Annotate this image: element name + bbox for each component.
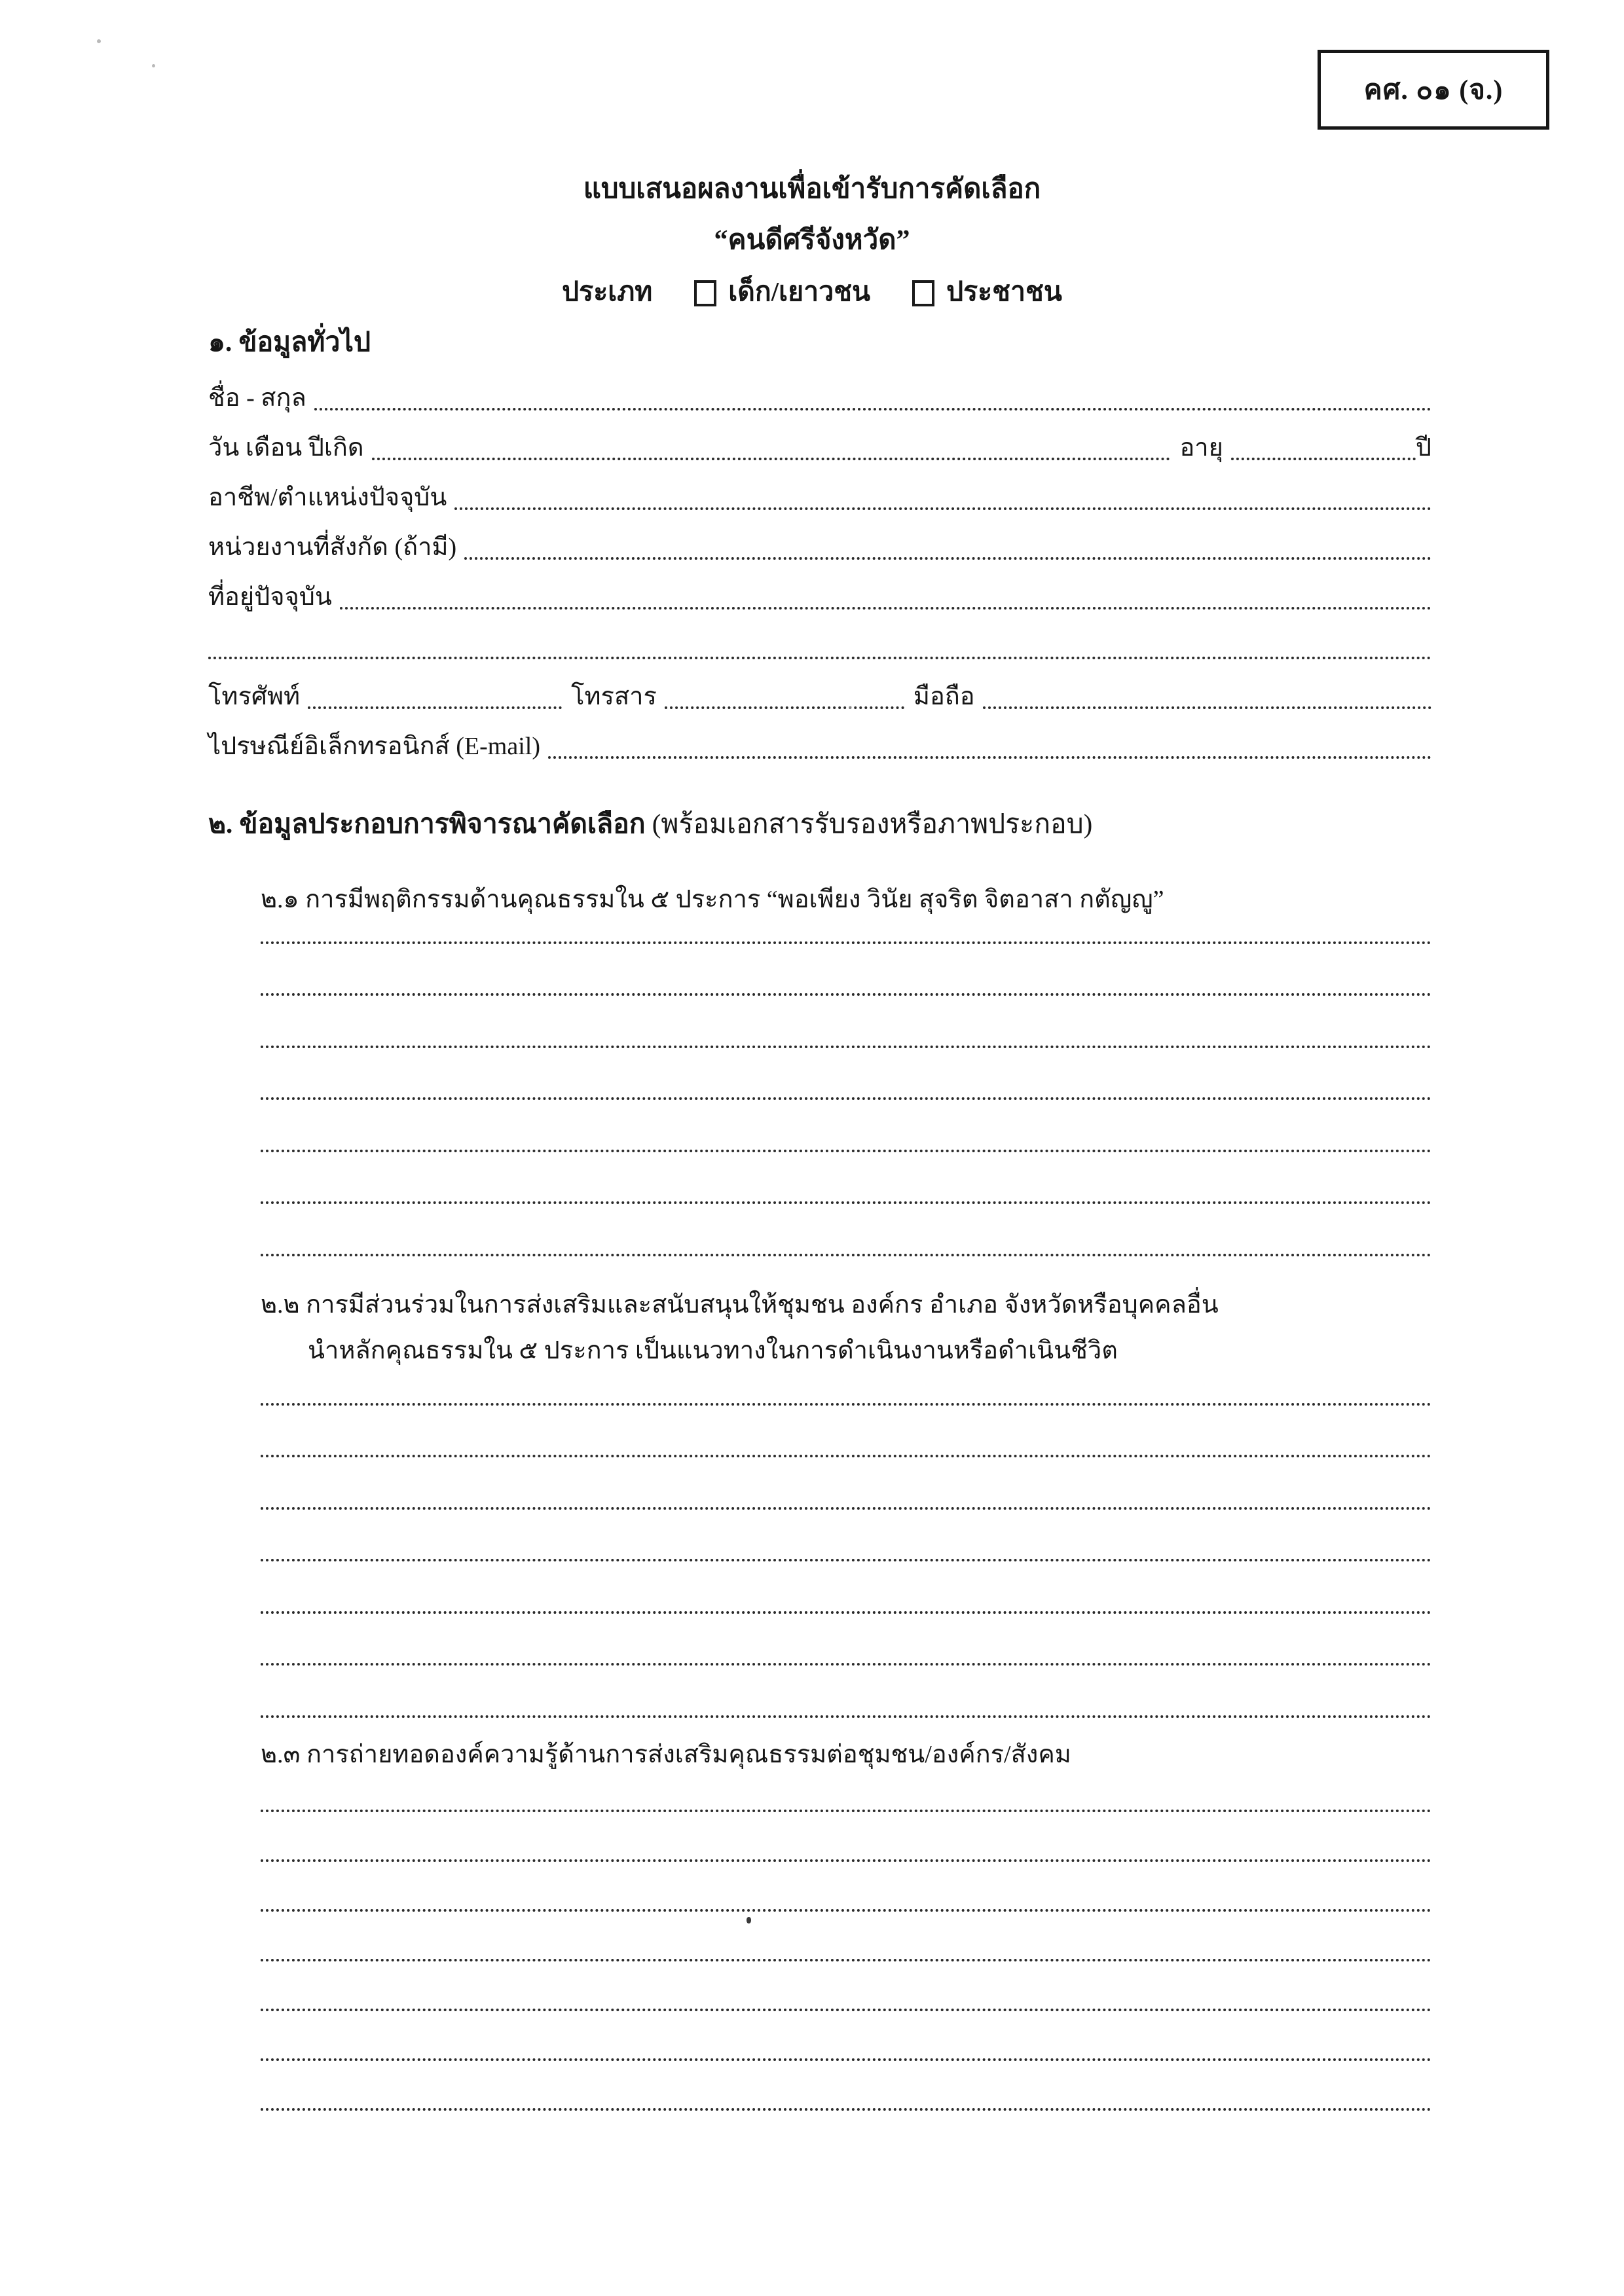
mobile-fill-line[interactable]	[983, 706, 1431, 709]
address-fill-line-2[interactable]	[208, 657, 1431, 659]
answer-fill-line[interactable]	[261, 1152, 1431, 1205]
age-fill-line[interactable]	[1231, 458, 1416, 460]
field-row-email	[208, 716, 1431, 765]
field-row-agency	[208, 517, 1431, 566]
section2-item-3	[261, 1734, 1431, 2111]
mobile-label: มือถือ	[913, 683, 975, 710]
fax-fill-line[interactable]	[665, 706, 904, 709]
email-label: ไปรษณีย์อิเล็กทรอนิกส์ (E-mail)	[208, 733, 540, 760]
field-row-phones	[208, 666, 1431, 716]
item-2-2-heading-line2: นำหลักคุณธรรมใน ๕ ประการ เป็นแนวทางในการดำเนินงานหรือดำเนินชีวิต	[308, 1337, 1118, 1364]
type-option-citizen-label: ประชาชน	[946, 276, 1062, 306]
item-2-3-answer-lines	[261, 1762, 1431, 2111]
name-label: ชื่อ - สกุล	[208, 384, 306, 412]
agency-label: หน่วยงานที่สังกัด (ถ้ามี)	[208, 534, 457, 561]
answer-fill-line[interactable]	[261, 944, 1431, 996]
field-row-address	[208, 566, 1431, 616]
answer-fill-line[interactable]	[261, 1457, 1431, 1510]
type-label: ประเภท	[562, 276, 653, 306]
scan-speck	[97, 39, 101, 43]
section-general-info	[208, 318, 1431, 765]
form-subtitle: “คนดีศรีจังหวัด”	[714, 225, 910, 255]
item-2-3-heading: ๒.๓ การถ่ายทอดองค์ความรู้ด้านการส่งเสริมคุณธรรมต่อชุมชน/องค์กร/สังคม	[261, 1741, 1071, 1768]
field-row-birthdate	[208, 417, 1431, 467]
checkbox-citizen[interactable]	[912, 280, 934, 306]
birthdate-fill-line[interactable]	[372, 458, 1171, 460]
section1-fields	[208, 367, 1431, 765]
email-fill-line[interactable]	[548, 756, 1431, 759]
phone-label: โทรศัพท์	[208, 683, 301, 710]
item-2-1-answer-lines	[261, 892, 1431, 1256]
answer-fill-line[interactable]	[261, 1510, 1431, 1562]
name-fill-line[interactable]	[314, 408, 1431, 410]
answer-fill-line[interactable]	[261, 2011, 1431, 2061]
address-label: ที่อยู่ปัจจุบัน	[208, 583, 332, 611]
answer-fill-line[interactable]	[261, 1614, 1431, 1666]
occupation-label: อาชีพ/ตำแหน่งปัจจุบัน	[208, 484, 447, 511]
section2-item-2	[261, 1282, 1431, 1718]
answer-fill-line[interactable]	[261, 1912, 1431, 1961]
form-code-text: คศ. ๐๑ (จ.)	[1363, 75, 1504, 105]
section2-item-1	[261, 879, 1431, 1256]
section1-heading: ๑. ข้อมูลทั่วไป	[208, 327, 371, 357]
section2-heading-note: (พร้อมเอกสารรับรองหรือภาพประกอบ)	[652, 809, 1093, 839]
agency-fill-line[interactable]	[464, 557, 1431, 560]
age-label: อายุ	[1179, 434, 1223, 462]
answer-fill-line[interactable]	[261, 996, 1431, 1048]
field-row-address-continued	[208, 616, 1431, 666]
answer-fill-line[interactable]	[261, 1100, 1431, 1152]
answer-fill-line[interactable]	[261, 2061, 1431, 2111]
answer-fill-line[interactable]	[261, 1048, 1431, 1101]
scan-speck	[152, 64, 155, 67]
answer-fill-line[interactable]	[261, 1862, 1431, 1912]
field-row-occupation	[208, 467, 1431, 517]
answer-fill-line[interactable]	[261, 1961, 1431, 2011]
type-option-youth-label: เด็ก/เยาวชน	[728, 276, 871, 306]
answer-fill-line[interactable]	[261, 1406, 1431, 1458]
applicant-type-row	[0, 266, 1624, 317]
form-title: แบบเสนอผลงานเพื่อเข้ารับการคัดเลือก	[583, 174, 1041, 204]
field-row-name	[208, 367, 1431, 417]
answer-fill-line[interactable]	[261, 1812, 1431, 1862]
age-unit-label: ปี	[1415, 434, 1431, 462]
phone-fill-line[interactable]	[308, 706, 562, 709]
answer-fill-line[interactable]	[261, 1204, 1431, 1256]
scan-stray-dot	[747, 1917, 751, 1923]
fax-label: โทรสาร	[571, 683, 657, 710]
occupation-fill-line[interactable]	[454, 507, 1431, 510]
form-code-box	[1318, 50, 1549, 130]
checkbox-youth[interactable]	[694, 280, 716, 306]
birthdate-label: วัน เดือน ปีเกิด	[208, 434, 364, 462]
section2-heading-main: ๒. ข้อมูลประกอบการพิจารณาคัดเลือก	[208, 809, 646, 839]
answer-fill-line[interactable]	[261, 1666, 1431, 1718]
form-title-block	[0, 164, 1624, 317]
scan-speck	[849, 706, 852, 709]
answer-fill-line[interactable]	[261, 1561, 1431, 1614]
item-2-2-heading-line1: ๒.๒ การมีส่วนร่วมในการส่งเสริมและสนับสนุนให้ชุมชน องค์กร อำเภอ จังหวัดหรือบุคคลอื่น	[261, 1291, 1219, 1319]
item-2-2-answer-lines	[261, 1353, 1431, 1718]
address-fill-line[interactable]	[340, 607, 1431, 610]
section2-heading	[208, 800, 1431, 847]
item-2-1-heading: ๒.๑ การมีพฤติกรรมด้านคุณธรรมใน ๕ ประการ “พอเพียง วินัย สุจริต จิตอาสา กตัญญู”	[261, 886, 1164, 913]
